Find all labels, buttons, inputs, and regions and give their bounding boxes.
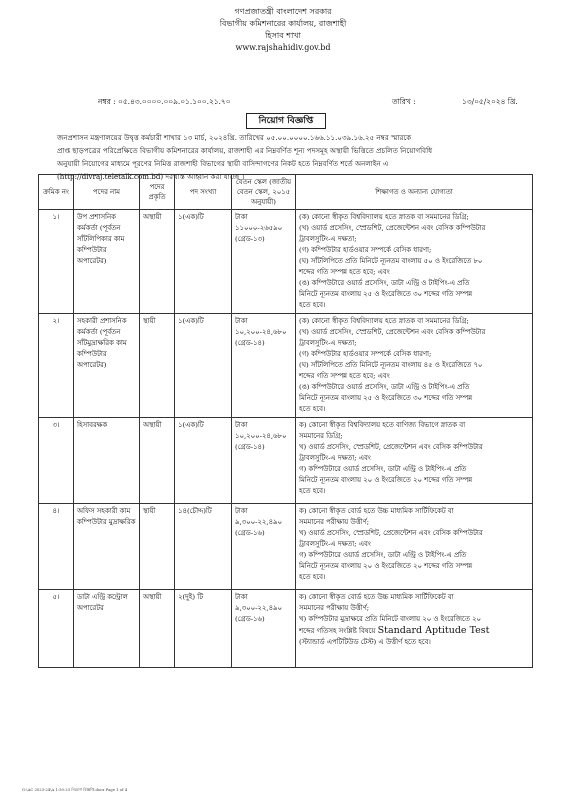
qualification-item: (ক) কোনো স্বীকৃত বিশ্ববিদ্যালয় হতে স্নাতক বা সমমানের ডিগ্রি;	[299, 317, 469, 325]
qualification-cell	[296, 590, 533, 668]
table-row	[39, 210, 533, 314]
serial-cell: ১।	[39, 210, 74, 314]
qualification-item: (ঘ) সাঁটলিপিতে প্রতি মিনিটে ন্যূনতম বাংলায় ৫০ ও ইংরেজিতে ৮০ শব্দের গতি সম্পন্ন হতে হবে; এবং	[299, 257, 483, 276]
table-row	[39, 314, 533, 418]
post-cell: সহকারী প্রশাসনিক কর্মকর্তা (পূর্বতন সাঁটমুদ্রাক্ষরিক কাম কম্পিউটার অপারেটর)	[74, 314, 140, 418]
scale-cell: টাকা ৯,৩০০-২২,৪৯০ (গ্রেড-১৬)	[232, 590, 296, 668]
header-serial: ক্রমিক নং	[39, 175, 74, 210]
qualification-text: শব্দের গতিসহ সংশ্লিষ্ট বিষয়ে	[299, 627, 378, 635]
aptitude-test-label: Standard Aptitude Test	[377, 625, 490, 636]
post-cell: ডাটা এন্ট্রি কন্ট্রোল অপারেটর	[74, 590, 140, 668]
website-link[interactable]: www.rajshahidiv.gov.bd	[235, 43, 331, 52]
nature-cell: অস্থায়ী	[140, 210, 175, 314]
qualification-item: (ঙ) কম্পিউটারে ওয়ার্ড প্রসেসিং, ডাটা এন্ট্রি ও টাইপিং-এ প্রতি মিনিটে ন্যূনতম বাংলায় ২৫ ও ইংরেজিতে ৩০ শব্দের গতি সম্পন্ন হতে হবে।	[299, 383, 473, 413]
qualification-item: খ) কম্পিউটার মুদ্রাক্ষরে প্রতি মিনিটে বাংলায় ২০ ও ইংরেজিতে ২০	[299, 615, 482, 623]
date-value: ১৩/০৫/২০২৪ খ্রি.	[462, 97, 518, 106]
qualification-item: (গ) কম্পিউটার হার্ডওয়ার সম্পর্কে বেসিক ধারণা;	[299, 350, 432, 358]
qualification-cell	[296, 418, 533, 504]
table-row	[39, 590, 533, 668]
qualification-item: ক) কোনো স্বীকৃত বোর্ড হতে উচ্চ মাধ্যমিক সার্টিফিকেট বা সমমানের পরীক্ষায় উত্তীর্ণ;	[299, 507, 454, 526]
qualification-item: গ) কম্পিউটারে ওয়ার্ড প্রসেসিং, ডাটা এন্ট্রি ও টাইপিং-এ প্রতি মিনিটে ন্যূনতম বাংলায় ২০ ও ইংরেজিতে ২০ শব্দের গতি সম্পন্ন হতে হবে।	[299, 465, 473, 495]
count-cell: ১(এক)টি	[175, 210, 232, 314]
section-name: হিসাব শাখা	[265, 31, 301, 40]
qualification-item: খ) ওয়ার্ড প্রসেসিং, স্প্রেডশিট, প্রেজেন্টেশন এবং বেসিক কম্পিউটার ট্রাবলসুটিং-এ দক্ষতা; এবং	[299, 529, 483, 548]
qualification-item	[299, 625, 529, 637]
serial-cell: ২।	[39, 314, 74, 418]
scale-cell: টাকা ১০,২০০-২৪,৬৮০ (গ্রেড-১৪)	[232, 314, 296, 418]
intro-paragraph: জনপ্রশাসন মন্ত্রণালয়ের উদ্বৃত্ত কর্মচারী শাখার ১৩ মার্চ, ২০২৪খ্রি. তারিখের ০৫.০০.০০০০.১৬৬.১১.০৩৯.১৬.২৫ নম্বর স্মারকে প্রাপ্ত ছাড়পত্রের পরিপ্রেক্ষিতে বিভাগীয় কমিশনারের কার্যালয়, রাজশাহী এর নিম্নবর্ণিত শূন্য পদসমূহ অস্থায়ী ভিত্তিতে প্রচলিত নিয়োগবিধি অনুযায়ী নিয়োগের মাধ্যমে পূরণের নিমিত্ত রাজশাহী বিভাগের স্থায়ী বাসিন্দাগণের নিকট হতে নিম্নবর্ণিত শর্তে অনলাইন এ (http://divraj.teletalk.com.bd) দরখাস্ত আহ্বান করা যাচ্ছে ।	[57, 133, 433, 181]
header-count: পদ সংখ্যা	[175, 175, 232, 210]
nature-cell: অস্থায়ী	[140, 418, 175, 504]
qualification-cell	[296, 504, 533, 590]
header-scale: বেতন স্কেল (জাতীয় বেতন স্কেল, ২০১৫ অনুযায়ী)	[232, 175, 296, 210]
qualification-item: (ঘ) সাঁটলিপিতে প্রতি মিনিটে ন্যূনতম বাংলায় ৪৫ ও ইংরেজিতে ৭০ শব্দের গতি সম্পন্ন হতে হবে; এবং	[299, 361, 483, 380]
nature-cell: স্থায়ী	[140, 314, 175, 418]
file-footer: G:\AC 2023-24\A 1:50:23 নিয়োগ বিজ্ঞপ্তি.docx Page 1 of 4	[22, 787, 128, 792]
qualification-item: (স্ট্যান্ডার্ড এপটিটিউড টেস্ট) এ উত্তীর্ণ হতে হবে।	[299, 638, 431, 646]
qualification-item: গ) কম্পিউটারে ওয়ার্ড প্রসেসিং, ডাটা এন্ট্রি ও টাইপিং-এ প্রতি মিনিটে ন্যূনতম বাংলায় ২০ ও ইংরেজিতে ২০ শব্দের গতি সম্পন্ন হতে হবে।	[299, 551, 473, 581]
office-name: বিভাগীয় কমিশনারের কার্যালয়, রাজশাহী	[219, 19, 347, 28]
qualification-item: ক) কোনো স্বীকৃত বোর্ড হতে উচ্চ মাধ্যমিক সার্টিফিকেট বা সমমানের পরীক্ষায় উত্তীর্ণ;	[299, 593, 454, 612]
table-row	[39, 418, 533, 504]
memo-number: নম্বর : ০৫.৪৩.০০০০.০০৯.০১.১০০.২১.৭০	[98, 97, 231, 106]
scale-cell: টাকা ৯,৩০০-২২,৪৯০ (গ্রেড-১৬)	[232, 504, 296, 590]
qualification-cell	[296, 210, 533, 314]
post-cell: হিসাবরক্ষক	[74, 418, 140, 504]
vacancy-table	[38, 174, 533, 668]
notice-title: নিয়োগ বিজ্ঞপ্তি	[246, 113, 326, 129]
serial-cell: ৪।	[39, 504, 74, 590]
qualification-item: (খ) ওয়ার্ড প্রসেসিং, স্প্রেডশিট, প্রেজেন্টেশন এবং বেসিক কম্পিউটার ট্রাবলসুটিং-এ দক্ষতা;	[299, 224, 486, 243]
header-qualification: শিক্ষাগত ও অন্যান্য যোগ্যতা	[296, 175, 533, 210]
count-cell: ২(দুই) টি	[175, 590, 232, 668]
count-cell: ১৪(চৌদ্দ)টি	[175, 504, 232, 590]
scale-cell: টাকা ১১০০০-২৬৫৯০ (গ্রেড-১৩)	[232, 210, 296, 314]
header-nature: পদের প্রকৃতি	[140, 175, 175, 210]
serial-cell: ৫।	[39, 590, 74, 668]
date-label: তারিখ :	[392, 97, 416, 106]
serial-cell: ৩।	[39, 418, 74, 504]
table-row	[39, 504, 533, 590]
count-cell: ১(এক)টি	[175, 314, 232, 418]
qualification-item: (ক) কোনো স্বীকৃত বিশ্ববিদ্যালয় হতে স্নাতক বা সমমানের ডিগ্রি;	[299, 213, 469, 221]
qualification-cell	[296, 314, 533, 418]
post-cell: অফিস সহকারী কাম কম্পিউটার মুদ্রাক্ষরিক	[74, 504, 140, 590]
header-post: পদের নাম	[74, 175, 140, 210]
qualification-item: খ) ওয়ার্ড প্রসেসিং, স্প্রেডশিট, প্রেজেন্টেশন এবং বেসিক কম্পিউটার ট্রাবলসুটিং-এ দক্ষতা; এবং	[299, 443, 483, 462]
nature-cell: স্থায়ী	[140, 504, 175, 590]
scale-cell: টাকা ১০,২০০-২৪,৬৮০ (গ্রেড-১৪)	[232, 418, 296, 504]
nature-cell: অস্থায়ী	[140, 590, 175, 668]
qualification-item: ক) কোনো স্বীকৃত বিশ্ববিদ্যালয় হতে বাণিজ্য বিভাগে স্নাতক বা সমমানের ডিগ্রি;	[299, 421, 466, 440]
table-header-row	[39, 175, 533, 210]
post-cell: উপ প্রশাসনিক কর্মকর্তা (পূর্বতন সাঁটলিপিকার কাম কম্পিউটার অপারেটর)	[74, 210, 140, 314]
count-cell: ১(এক)টি	[175, 418, 232, 504]
govt-title: গণপ্রজাতন্ত্রী বাংলাদেশ সরকার	[234, 7, 332, 16]
qualification-item: (খ) ওয়ার্ড প্রসেসিং, স্প্রেডশিট, প্রেজেন্টেশন এবং বেসিক কম্পিউটার ট্রাবলসুটিং-এ দক্ষতা;	[299, 328, 486, 347]
qualification-item: (ঙ) কম্পিউটারে ওয়ার্ড প্রসেসিং, ডাটা এন্ট্রি ও টাইপিং-এ প্রতি মিনিটে ন্যূনতম বাংলায় ২৫ ও ইংরেজিতে ৩০ শব্দের গতি সম্পন্ন হতে হবে।	[299, 279, 473, 309]
qualification-item: (গ) কম্পিউটার হার্ডওয়ার সম্পর্কে বেসিক ধারণা;	[299, 246, 432, 254]
